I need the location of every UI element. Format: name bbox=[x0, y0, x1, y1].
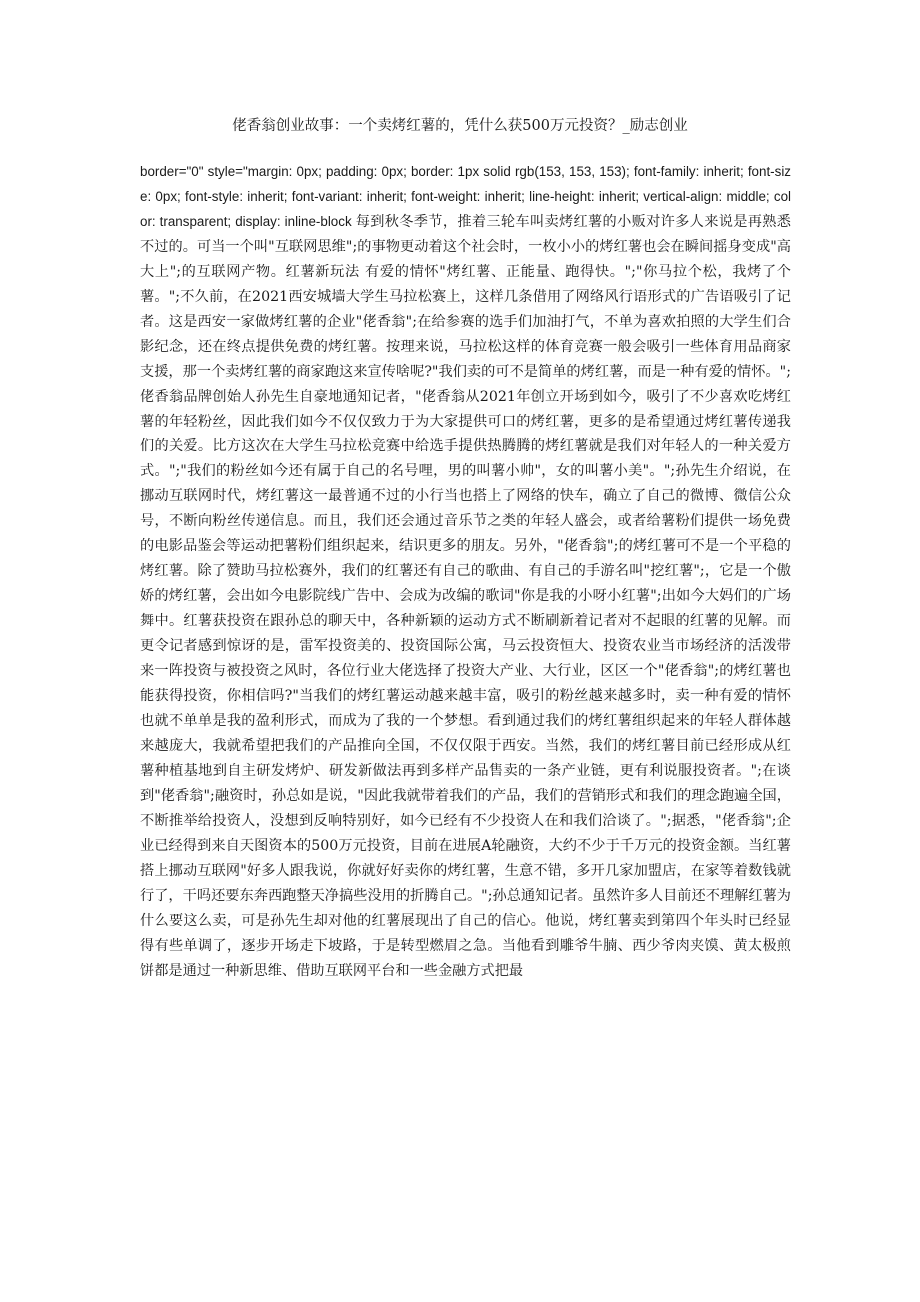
document-title: 佬香翁创业故事：一个卖烤红薯的，凭什么获500万元投资？_励志创业 bbox=[232, 118, 688, 134]
article-text: 每到秋冬季节，推着三轮车叫卖烤红薯的小贩对许多人来说是再熟悉不过的。可当一个叫"互联网思维";的事物更动着这个社会时，一枚小小的烤红薯也会在瞬间摇身变成"高大上";的互联网产物。红薯新玩法 有爱的情怀"烤红薯、正能量、跑得快。";"你马拉个松，我烤了个薯。";不久前，在2021西安城墙大学生马拉松赛上，这样几条借用了网络风行语形式的广告语吸引了记者。这是西安一家做烤红薯的企业"佬香翁";在给参赛的选手们加油打气，不单为喜欢拍照的大学生们合影纪念，还在终点提供免费的烤红薯。按理来说，马拉松这样的体育竞赛一般会吸引一些体育用品商家支援，那一个卖烤红薯的商家跑这来宣传啥呢?"我们卖的可不是简单的烤红薯，而是一种有爱的情怀。";佬香翁品牌创始人孙先生自豪地通知记者，"佬香翁从2021年创立开场到如今，吸引了不少喜欢吃烤红薯的年轻粉丝，因此我们如今不仅仅致力于为大家提供可口的烤红薯，更多的是希望通过烤红薯传递我们的关爱。比方这次在大学生马拉松竞赛中给选手提供热腾腾的烤红薯就是我们对年轻人的一种关爱方式。";"我们的粉丝如今还有属于自己的名号哩，男的叫薯小帅"，女的叫薯小美"。";孙先生介绍说，在挪动互联网时代，烤红薯这一最普通不过的小行当也搭上了网络的快车，确立了自己的微博、微信公众号，不断向粉丝传递信息。而且，我们还会通过音乐节之类的年轻人盛会，或者给薯粉们提供一场免费的电影品鉴会等运动把薯粉们组织起来，结识更多的朋友。另外，"佬香翁";的烤红薯可不是一个平稳的烤红薯。除了赞助马拉松赛外，我们的红薯还有自己的歌曲、有自己的手游名叫"挖红薯";，它是一个傲娇的烤红薯，会出如今电影院线广告中、会成为改编的歌词"你是我的小呀小红薯";出如今大妈们的广场舞中。红薯获投资在跟孙总的聊天中，各种新颖的运动方式不断刷新着记者对不起眼的红薯的见解。而更令记者感到惊讶的是，雷军投资美的、投资国际公寓，马云投资恒大、投资农业当市场经济的活泼带来一阵投资与被投资之风时，各位行业大佬选择了投资大产业、大行业，区区一个"佬香翁";的烤红薯也能获得投资，你相信吗?"当我们的烤红薯运动越来越丰富，吸引的粉丝越来越多时，卖一种有爱的情怀也就不单单是我的盈利形式，而成为了我的一个梦想。看到通过我们的烤红薯组织起来的年轻人群体越来越庞大，我就希望把我们的产品推向全国，不仅仅限于西安。当然，我们的烤红薯目前已经形成从红薯种植基地到自主研发烤炉、研发新做法再到多样产品售卖的一条产业链，更有利说服投资者。";在谈到"佬香翁";融资时，孙总如是说，"因此我就带着我们的产品，我们的营销形式和我们的理念跑遍全国，不断推举给投资人，没想到反响特别好，如今已经有不少投资人在和我们洽谈了。";据悉，"佬香翁";企业已经得到来自天图资本的500万元投资，目前在进展A轮融资，大约不少于千万元的投资金额。当红薯搭上挪动互联网"好多人跟我说，你就好好卖你的烤红薯，生意不错，多开几家加盟店，在家等着数钱就行了，干吗还要东奔西跑整天净搞些没用的折腾自己。";孙总通知记者。虽然许多人目前还不理解红薯为什么要这么卖，可是孙先生却对他的红薯展现出了自己的信心。他说，烤红薯卖到第四个年头时已经显得有些单调了，逐步开场走下坡路，于是转型燃眉之急。当他看到雕爷牛腩、西少爷肉夹馍、黄太极煎饼都是通过一种新思维、借助互联网平台和一些金融方式把最 bbox=[140, 213, 791, 979]
document-body bbox=[140, 160, 791, 983]
html-attribute-residue: border="0" style="margin: 0px; padding: 0px; border: 1px solid rgb(153, 153, 153); font-family: inherit; font-size: 0px; font-style: inherit; font-variant: inherit; font-weight: inherit; line-height: inherit; vertical-align: middle; color: transparent; display: inline-block bbox=[140, 164, 791, 229]
